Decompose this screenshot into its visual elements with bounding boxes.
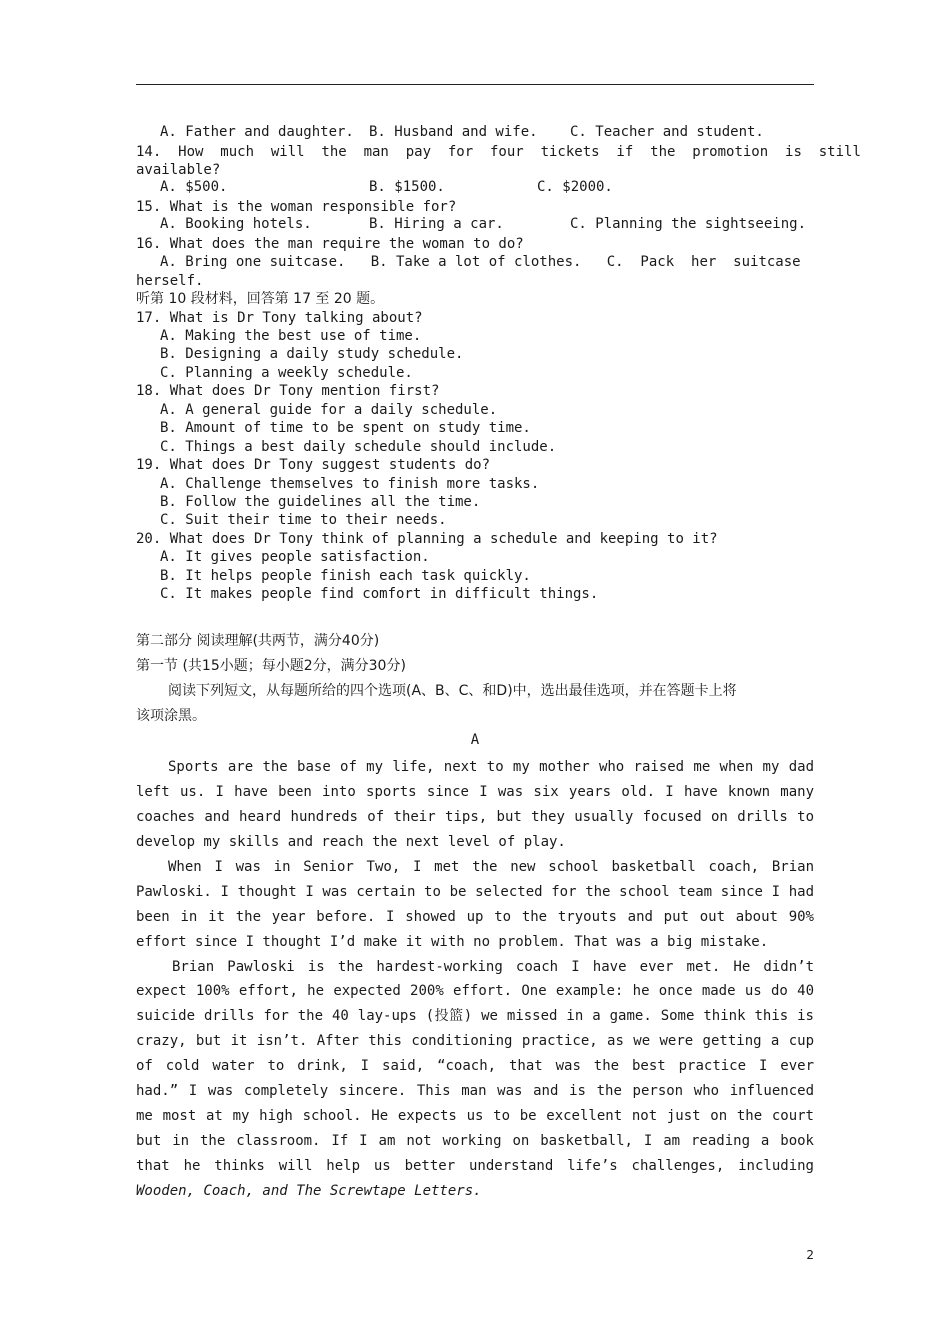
q16-question: 16. What does the man require the woman to do? — [136, 236, 524, 252]
q19-question: 19. What does Dr Tony suggest students do? — [136, 457, 491, 473]
part-2-title: 第二部分 阅读理解(共两节，满分40分) — [136, 633, 380, 649]
q15-option-b: B. Hiring a car. — [369, 216, 504, 232]
section-1-title: 第一节 (共15小题；每小题2分，满分30分) — [136, 658, 406, 674]
para3-line8: but in the classroom. If I am not working on basketball, I am reading a book — [136, 1133, 814, 1149]
q14-option-a: A. $500. — [160, 179, 228, 195]
para3-line7: me most at my high school. He expects us to be excellent not just on the court — [136, 1108, 814, 1124]
q17-option-b: B. Designing a daily study schedule. — [160, 346, 464, 362]
q17-question: 17. What is Dr Tony talking about? — [136, 310, 423, 326]
para1-line3: coaches and heard hundreds of their tips, but they usually focused on drills to — [136, 809, 814, 825]
q20-option-a: A. It gives people satisfaction. — [160, 549, 430, 565]
q19-option-c: C. Suit their time to their needs. — [160, 512, 447, 528]
section-10-heading: 听第 10 段材料，回答第 17 至 20 题。 — [136, 291, 385, 307]
q15-option-a: A. Booking hotels. — [160, 216, 312, 232]
para1-line2: left us. I have been into sports since I was six years old. I have known many — [136, 784, 814, 800]
para3-line9: that he thinks will help us better understand life’s challenges, including — [136, 1158, 814, 1174]
q17-option-c: C. Planning a weekly schedule. — [160, 365, 413, 381]
instruction-line2: 该项涂黑。 — [136, 708, 206, 724]
q15-question: 15. What is the woman responsible for? — [136, 199, 457, 215]
q18-option-b: B. Amount of time to be spent on study time. — [160, 420, 531, 436]
instruction-line1: 阅读下列短文，从每题所给的四个选项(A、B、C、和D)中，选出最佳选项，并在答题卡上将 — [168, 683, 737, 699]
q13-options — [160, 124, 764, 140]
q16-options-line1: A. Bring one suitcase. B. Take a lot of clothes. C. Pack her suitcase — [160, 254, 801, 270]
q18-option-a: A. A general guide for a daily schedule. — [160, 402, 498, 418]
q14-question-line2: available? — [136, 162, 221, 178]
book-titles: Wooden, Coach, and The Screwtape Letters. — [136, 1183, 482, 1199]
q20-option-c: C. It makes people find comfort in difficult things. — [160, 586, 599, 602]
q15-option-c: C. Planning the sightseeing. — [570, 216, 807, 232]
para2-line1: When I was in Senior Two, I met the new school basketball coach, Brian — [168, 859, 814, 875]
page-number: 2 — [806, 1248, 814, 1262]
header-rule — [136, 84, 814, 85]
para3-line6: had.” I was completely sincere. This man was and is the person who influenced — [136, 1083, 814, 1099]
q14-options — [160, 179, 613, 195]
para3-line3: suicide drills for the 40 lay-ups (投篮) we missed in a game. Some think this is — [136, 1008, 814, 1024]
q19-option-a: A. Challenge themselves to finish more tasks. — [160, 476, 540, 492]
q13-option-c: C. Teacher and student. — [570, 124, 764, 140]
q13-option-a: A. Father and daughter. — [160, 124, 354, 140]
para2-line3: been in it the year before. I showed up to the tryouts and put out about 90% — [136, 909, 814, 925]
passage-label: A — [470, 732, 480, 748]
q16-options-line2: herself. — [136, 273, 204, 289]
q13-option-b: B. Husband and wife. — [369, 124, 538, 140]
para3-line4: crazy, but it isn’t. After this conditioning practice, as we were getting a cup — [136, 1033, 814, 1049]
q18-question: 18. What does Dr Tony mention first? — [136, 383, 440, 399]
q15-options — [160, 216, 806, 232]
q20-option-b: B. It helps people finish each task quickly. — [160, 568, 531, 584]
q18-option-c: C. Things a best daily schedule should include. — [160, 439, 557, 455]
para1-line1: Sports are the base of my life, next to my mother who raised me when my dad — [168, 759, 814, 775]
q14-option-c: C. $2000. — [537, 179, 613, 195]
para2-line4: effort since I thought I’d make it with no problem. That was a big mistake. — [136, 934, 769, 950]
para1-line4: develop my skills and reach the next level of play. — [136, 834, 566, 850]
q14-question-line1: 14. How much will the man pay for four tickets if the promotion is still — [136, 144, 861, 160]
q20-question: 20. What does Dr Tony think of planning a schedule and keeping to it? — [136, 531, 718, 547]
q17-option-a: A. Making the best use of time. — [160, 328, 422, 344]
para3-line2: expect 100% effort, he expected 200% effort. One example: he once made us do 40 — [136, 983, 814, 999]
para3-line1: Brian Pawloski is the hardest-working coach I have ever met. He didn’t — [172, 959, 814, 975]
q14-option-b: B. $1500. — [369, 179, 445, 195]
para3-line5: of cold water to drink, I said, “coach, that was the best practice I ever — [136, 1058, 814, 1074]
q19-option-b: B. Follow the guidelines all the time. — [160, 494, 481, 510]
para2-line2: Pawloski. I thought I was certain to be selected for the school team since I had — [136, 884, 814, 900]
para3-line10 — [136, 1181, 814, 1201]
